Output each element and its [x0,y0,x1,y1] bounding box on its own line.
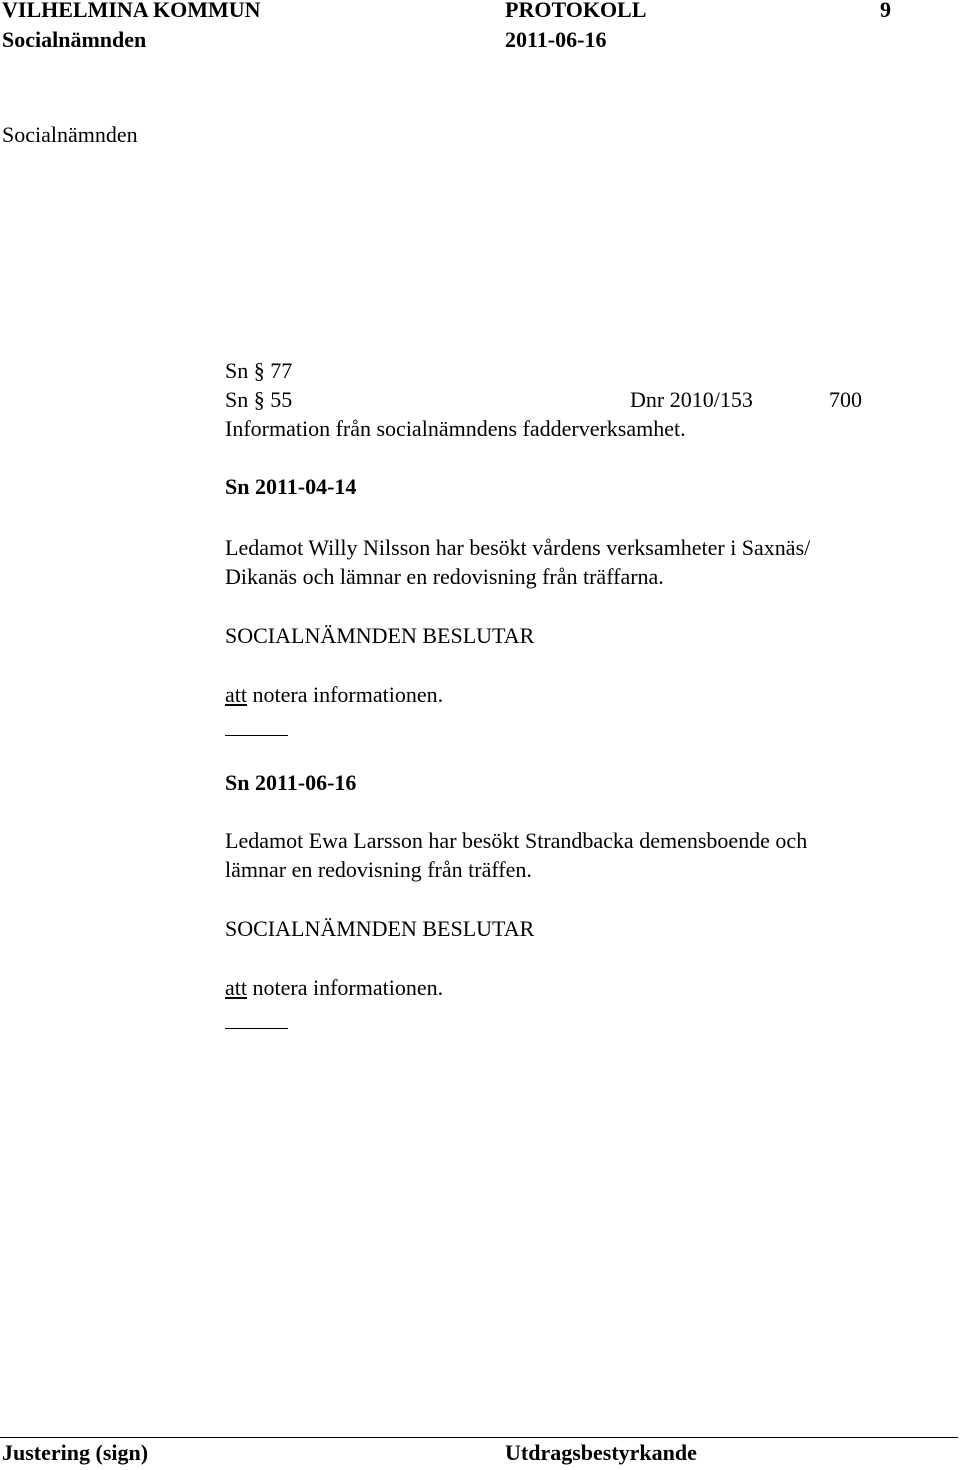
entry-text-line: Dikanäs och lämnar en redovisning från träffarna. [225,564,664,589]
section-label: Socialnämnden [2,122,138,147]
previous-paragraph-number: Sn § 55 [225,387,293,412]
entry-heading: Sn 2011-04-14 [225,474,357,499]
decision-text [225,680,443,709]
footer-signature-label: Justering (sign) [2,1440,149,1465]
footer-certification-label: Utdragsbestyrkande [505,1440,697,1465]
paragraph-number: Sn § 77 [225,358,293,383]
att-keyword: att [225,682,247,707]
decision-label: SOCIALNÄMNDEN BESLUTAR [225,623,535,648]
entry-text-line: Ledamot Ewa Larsson har besökt Strandbacka demensboende och [225,828,808,853]
entry-text-line: lämnar en redovisning från träffen. [225,857,532,882]
separator-line [225,735,288,736]
decision-body: notera informationen. [247,975,444,1000]
archive-code: 700 [829,387,862,412]
document-type: PROTOKOLL [505,0,647,22]
committee-name: Socialnämnden [2,27,147,52]
decision-text [225,973,443,1002]
att-keyword: att [225,975,247,1000]
org-name: VILHELMINA KOMMUN [2,0,261,22]
page-number: 9 [880,0,891,22]
separator-line [225,1028,288,1029]
decision-body: notera informationen. [247,682,444,707]
meeting-date: 2011-06-16 [505,27,607,52]
item-title: Information från socialnämndens fadderverksamhet. [225,416,686,441]
entry-text-line: Ledamot Willy Nilsson har besökt vårdens verksamheter i Saxnäs/ [225,535,811,560]
decision-label: SOCIALNÄMNDEN BESLUTAR [225,916,535,941]
footer-rule [0,1437,958,1438]
diary-number: Dnr 2010/153 [630,387,753,412]
entry-heading: Sn 2011-06-16 [225,770,357,795]
